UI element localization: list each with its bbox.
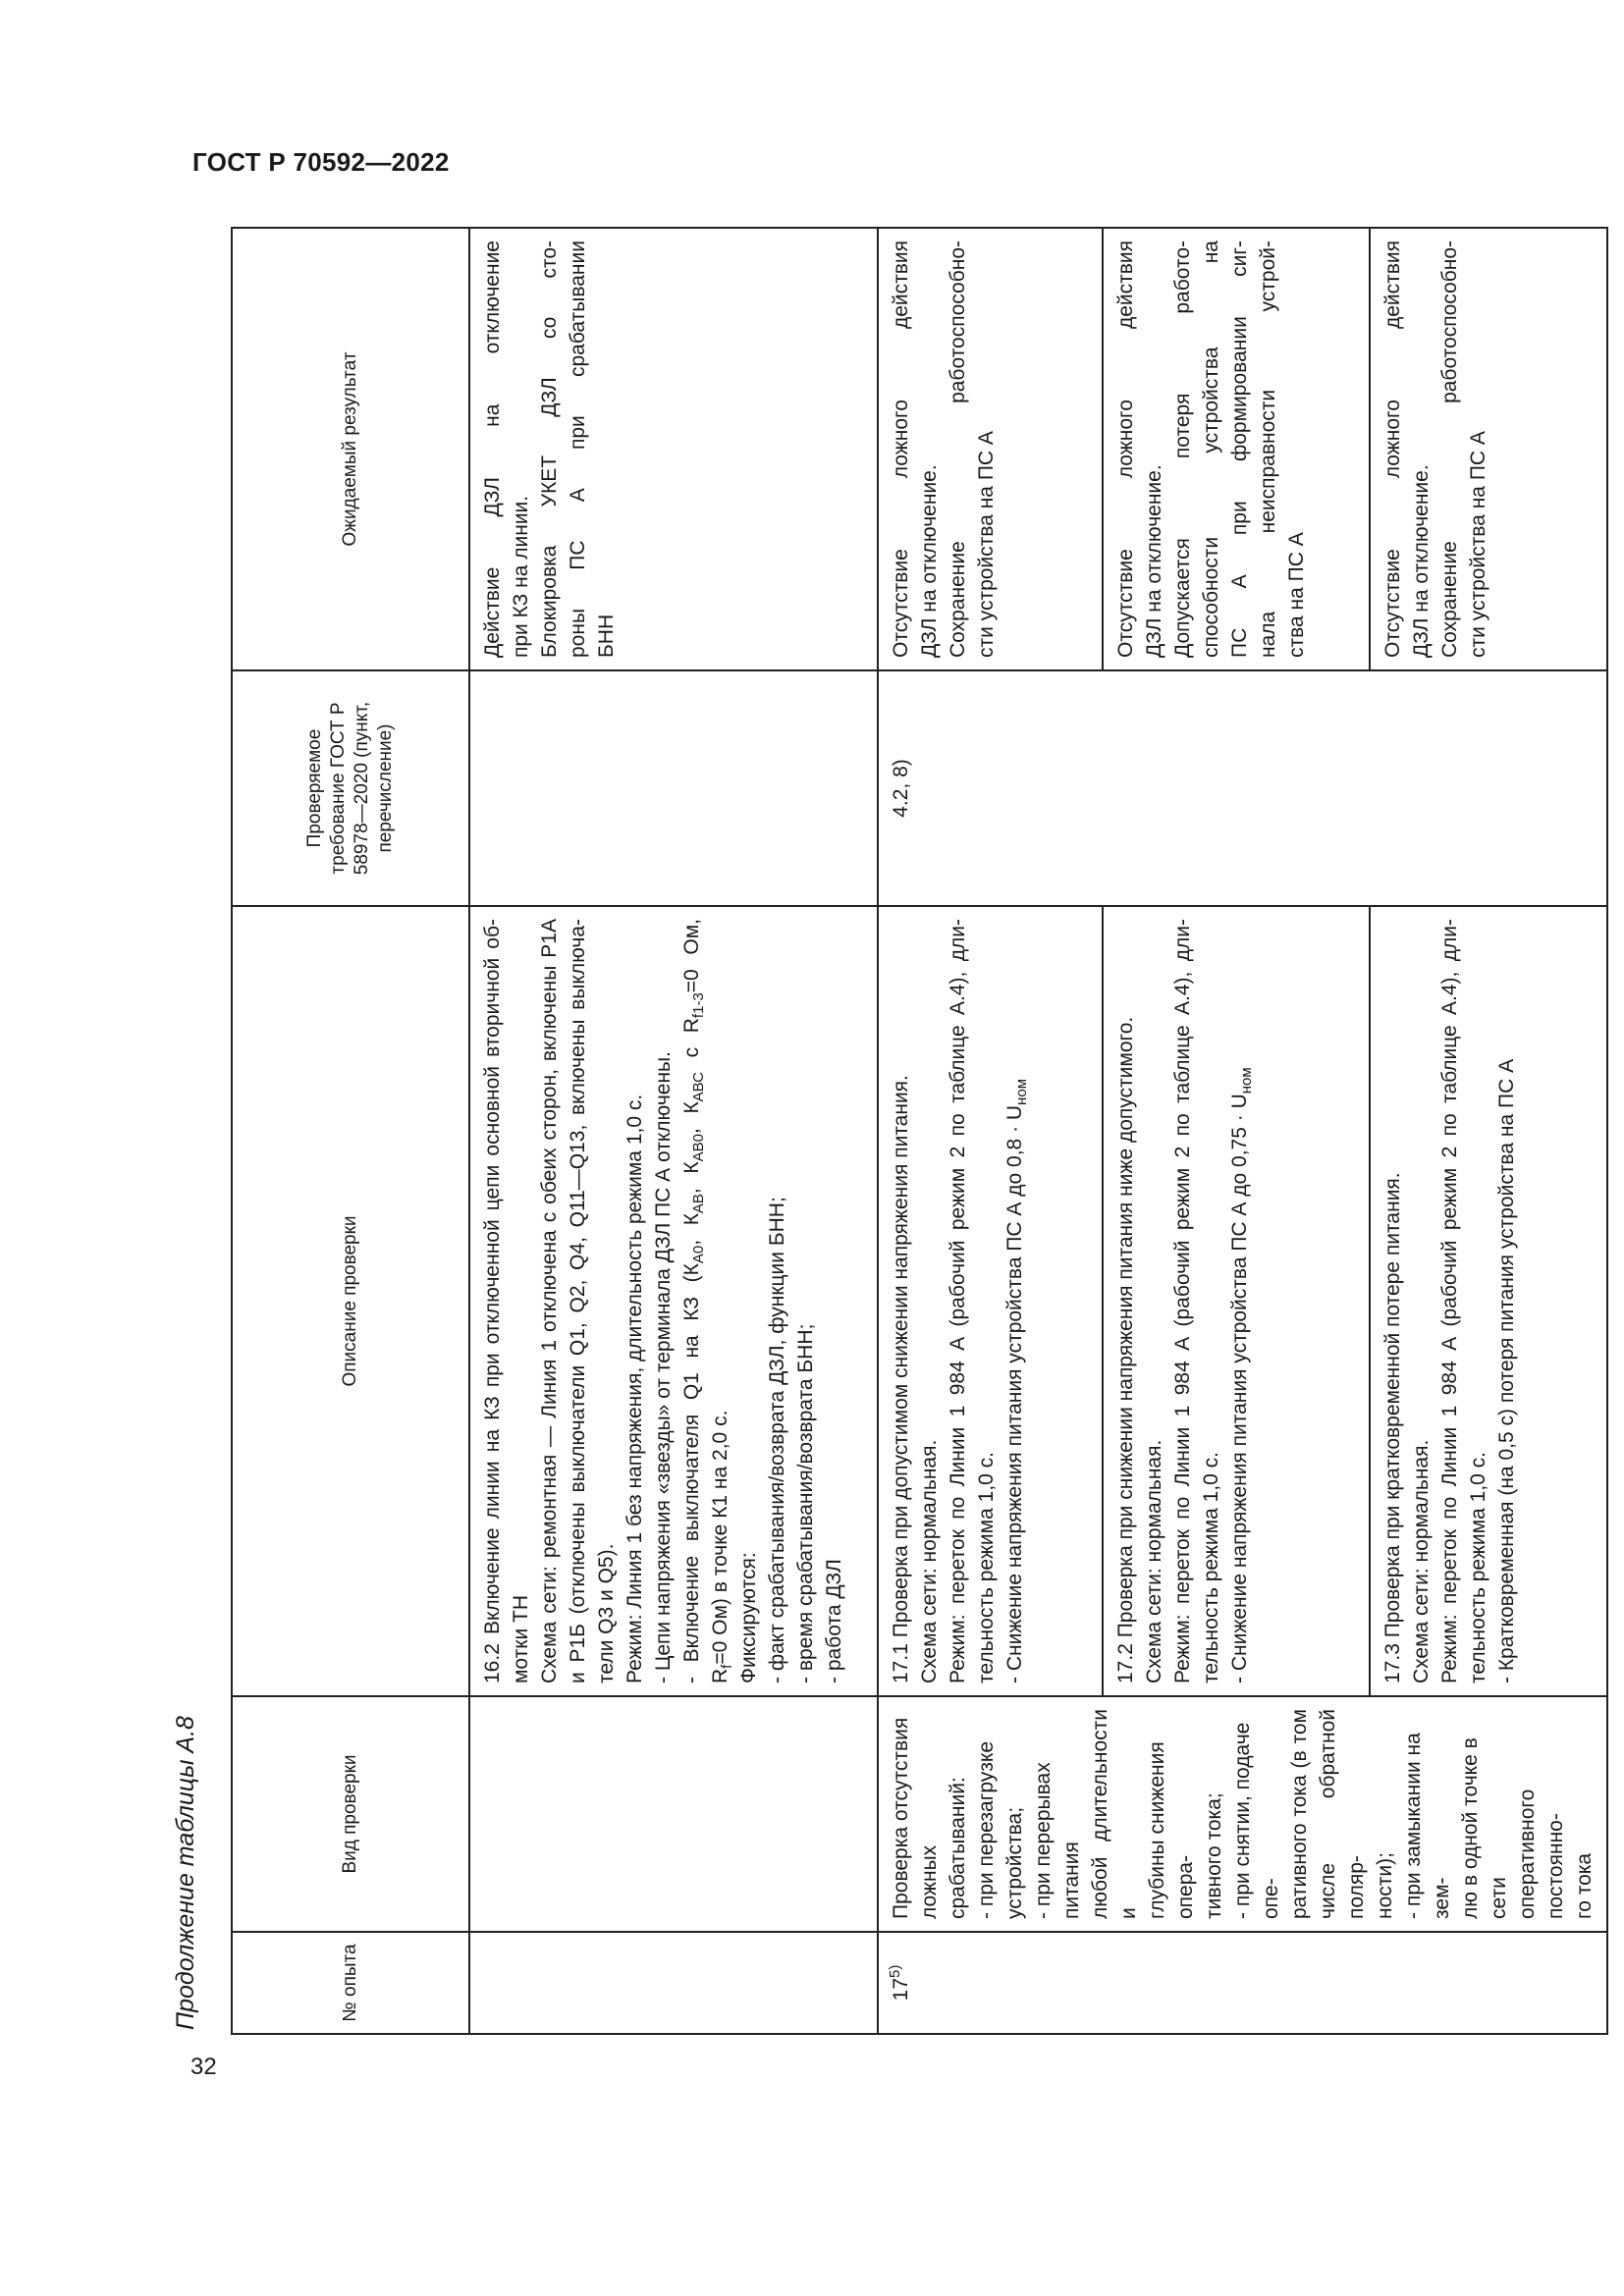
type-line: оперативного постоянно-: [1516, 1789, 1567, 1919]
type-line: любой длительности и: [1089, 1709, 1140, 1919]
desc-line-voltage: [1225, 919, 1254, 1683]
type-line: устройства;: [1003, 1806, 1026, 1919]
result-line: Сохранение работоспособно-: [1438, 240, 1462, 658]
test-table: [231, 227, 1608, 2035]
subscript: ном: [1238, 1067, 1256, 1095]
subscript: f: [719, 1664, 736, 1669]
result-line: ПС А при формировании сиг-: [1228, 240, 1252, 658]
desc-line: Режим: переток по Линии 1 984 А (рабочий режим 2 по таблице А.4), дли-: [1438, 919, 1462, 1683]
desc-line: - время срабатывания/возврата БНН;: [794, 1323, 817, 1683]
result-line: при КЗ на линии.: [510, 495, 532, 658]
text-part: , К: [680, 1161, 703, 1195]
desc-line: тельность режима 1,0 с.: [1467, 1452, 1490, 1683]
desc-line: тели Q3 и Q5).: [595, 1543, 618, 1683]
col-header-requirement: Проверяемое требование ГОСТ Р 58978—2020 (пункт, перечисление): [232, 670, 469, 906]
desc-line: 17.2 Проверка при снижении напряжения питания ниже допустимого.: [1114, 1016, 1138, 1683]
requirement-ref: 4.2, 8): [890, 759, 912, 818]
type-line: - при перезагрузке: [975, 1740, 998, 1919]
result-line: сти устройства на ПС А: [975, 431, 998, 658]
desc-line: - факт срабатывания/возврата ДЗЛ, функции БНН;: [766, 1197, 788, 1683]
result-line: Отсутствие ложного действия: [1381, 240, 1405, 658]
type-line: глубины снижения опера-: [1146, 1741, 1197, 1919]
result-line: способности устройства на: [1200, 240, 1223, 658]
subscript: АВ: [690, 1194, 708, 1214]
table-row-17-1: [878, 228, 1103, 2034]
desc-line: Схема сети: нормальная.: [918, 1439, 941, 1683]
desc-line-resistance: [706, 919, 734, 1683]
desc-line: Схема сети: ремонтная — Линия 1 отключена с обеих сторон, включены Р1А: [538, 919, 561, 1683]
desc-line: и Р1Б (отключены выключатели Q1, Q2, Q4, Q11—Q13, включены выключа-: [567, 919, 589, 1683]
cell-type-17: [878, 1696, 1607, 1932]
type-line: - при снятии, подаче опе-: [1231, 1722, 1282, 1919]
result-line: Сохранение работоспособно-: [947, 240, 969, 658]
table-caption-container: [166, 1706, 205, 2030]
subscript: АВ0: [690, 1134, 708, 1162]
result-line: Отсутствие ложного действия: [890, 240, 912, 658]
table-caption: Продолжение таблицы А.8: [172, 1716, 199, 2030]
type-line: ративного тока (в том: [1288, 1709, 1311, 1919]
col-header-result: Ожидаемый результат: [232, 228, 469, 670]
result-line: Действие ДЗЛ на отключение: [481, 240, 504, 658]
cell-result-17-1: [878, 228, 1103, 670]
desc-line: Режим: Линия 1 без напряжения, длительность режима 1,0 с.: [623, 1094, 646, 1683]
desc-line: 16.2 Включение линии на КЗ при отключенной цепи основной вторичной об-: [481, 919, 504, 1683]
text-part: - Снижение напряжения питания устройства ПС А до 0,8 · U: [1003, 1104, 1026, 1683]
desc-line: Схема сети: нормальная.: [1410, 1439, 1434, 1683]
cell-num-17: [878, 1932, 1607, 2034]
col-header-type: Вид проверки: [232, 1696, 469, 1932]
type-line: числе обратной поляр-: [1317, 1709, 1368, 1919]
page-number: 32: [190, 2054, 217, 2080]
cell-type-empty: [469, 1696, 878, 1932]
type-line: ности);: [1374, 1852, 1396, 1919]
desc-line: 17.3 Проверка при кратковременной потере питания.: [1381, 1172, 1405, 1683]
result-line: роны ПС А при срабатывании: [567, 240, 589, 658]
text-part: - Снижение напряжения питания устройства ПС А до 0,75 · U: [1228, 1094, 1252, 1683]
test-number: 17: [890, 1978, 912, 2002]
col-header-desc: Описание проверки: [232, 906, 469, 1696]
subscript: А0: [690, 1245, 708, 1264]
text-part: =0 Ом,: [680, 919, 703, 993]
desc-line: - Кратковременная (на 0,5 с) потеря питания устройства на ПС А: [1495, 1058, 1519, 1683]
type-line: ложных срабатываний:: [918, 1777, 969, 1919]
rotated-table-container: [231, 229, 1596, 2035]
desc-line-short-circuit: [677, 919, 706, 1683]
result-line: БНН: [595, 614, 618, 658]
cell-desc-17-1: [878, 906, 1103, 1696]
result-line: Блокировка УКЕТ ДЗЛ со сто-: [538, 240, 561, 658]
subscript: f1-3: [690, 992, 708, 1019]
result-line: Допускается потеря работо-: [1171, 240, 1195, 658]
result-line: ства на ПС А: [1285, 532, 1309, 658]
text-part: , К: [680, 1101, 703, 1135]
document-header: ГОСТ Р 70592—2022: [192, 147, 450, 177]
cell-desc-17-3: [1370, 906, 1607, 1696]
table-row-16-2: [469, 228, 878, 2034]
result-line: нала неисправности устрой-: [1257, 240, 1280, 658]
type-line: тивного тока;: [1203, 1792, 1225, 1919]
cell-result-16-2: [469, 228, 878, 670]
type-line: - при перерывах питания: [1032, 1762, 1083, 1919]
text-part: , К: [680, 1213, 703, 1246]
result-line: ДЗЛ на отключение.: [1410, 464, 1434, 658]
cell-req-17: [878, 670, 1607, 906]
cell-desc-17-2: [1103, 906, 1370, 1696]
table-header-row: [232, 228, 469, 2034]
type-line: Проверка отсутствия: [890, 1717, 912, 1919]
desc-line: 17.1 Проверка при допустимом снижении напряжения питания.: [890, 1075, 912, 1683]
result-line: ДЗЛ на отключение.: [1143, 464, 1166, 658]
desc-line: мотки ТН: [510, 1594, 532, 1683]
type-line: лю в одной точке в сети: [1459, 1737, 1510, 1919]
cell-num-empty: [469, 1932, 878, 2034]
subscript: ном: [1013, 1078, 1031, 1105]
text-part: - Включение выключателя Q1 на КЗ (К: [680, 1263, 703, 1683]
type-line: - при замыкании на зем-: [1402, 1733, 1453, 1919]
col-header-num: № опыта: [232, 1932, 469, 2034]
result-line: Отсутствие ложного действия: [1114, 240, 1138, 658]
cell-result-17-3: [1370, 228, 1607, 670]
desc-line: - Цепи напряжения «звезды» от терминала ДЗЛ ПС А отключены.: [652, 1051, 675, 1683]
desc-line: тельность режима 1,0 с.: [975, 1452, 998, 1683]
footnote-ref: 5): [887, 1964, 903, 1978]
cell-result-17-2: [1103, 228, 1370, 670]
text-part: R: [709, 1668, 731, 1683]
desc-line: Фиксируются:: [737, 1552, 760, 1683]
desc-line: Режим: переток по Линии 1 984 А (рабочий режим 2 по таблице А.4), дли-: [1171, 919, 1195, 1683]
result-line: сти устройства на ПС А: [1467, 431, 1490, 658]
cell-desc-16-2: [469, 906, 878, 1696]
subscript: АВС: [690, 1071, 708, 1102]
text-part: с R: [680, 1018, 703, 1072]
text-part: =0 Ом) в точке К1 на 2,0 с.: [709, 1410, 731, 1665]
desc-line-voltage: [1001, 919, 1029, 1683]
desc-line: тельность режима 1,0 с.: [1200, 1452, 1223, 1683]
desc-line: Схема сети: нормальная.: [1143, 1439, 1166, 1683]
type-line: го тока: [1573, 1852, 1596, 1919]
desc-line: Режим: переток по Линии 1 984 А (рабочий режим 2 по таблице А.4), дли-: [947, 919, 969, 1683]
result-line: ДЗЛ на отключение.: [918, 464, 941, 658]
cell-req-empty: [469, 670, 878, 906]
desc-line: - работа ДЗЛ: [823, 1559, 845, 1683]
